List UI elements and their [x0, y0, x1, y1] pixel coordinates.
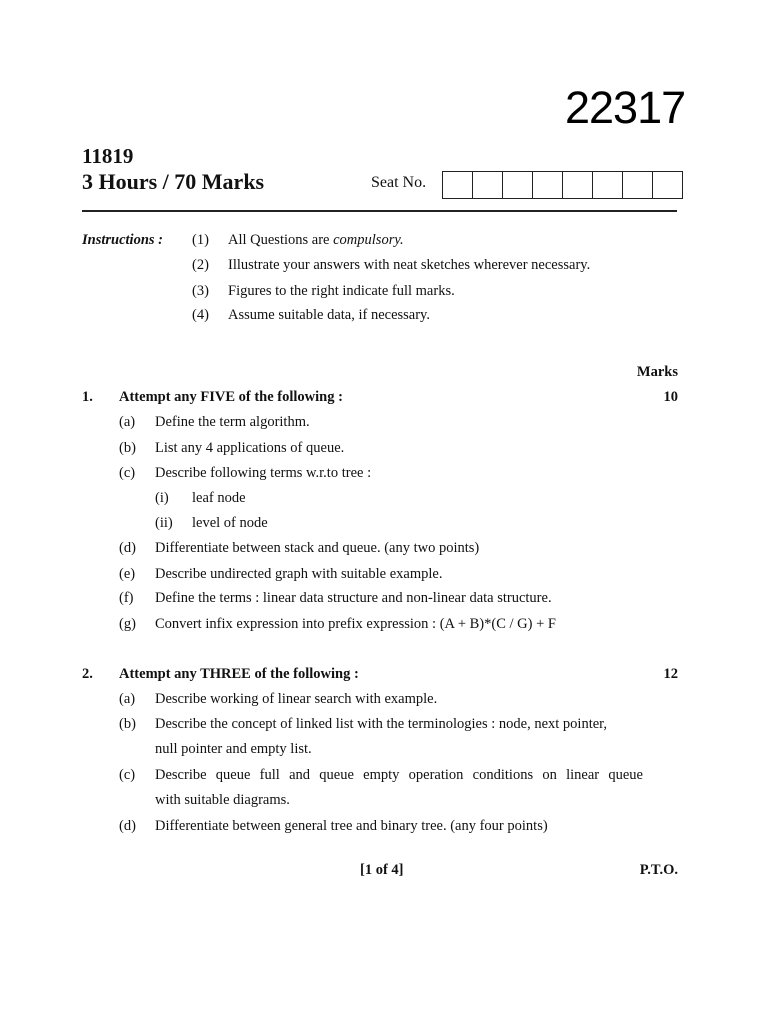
seat-box [623, 172, 653, 198]
instruction-number: (1) [192, 232, 209, 248]
question-marks: 12 [663, 666, 678, 682]
instruction-number: (4) [192, 307, 209, 323]
part-text: Differentiate between stack and queue. (any two points) [155, 540, 480, 556]
header-divider [82, 210, 677, 212]
seat-box [503, 172, 533, 198]
part-text: Describe working of linear search with example. [155, 691, 438, 707]
instruction-text: Illustrate your answers with neat sketches wherever necessary. [228, 257, 591, 273]
marks-column-header: Marks [636, 364, 678, 380]
instruction-text-main: All Questions are [228, 232, 334, 248]
part-label: (d) [119, 818, 136, 834]
part-text-line1: Describe the concept of linked list with the terminologies : node, next pointer, [155, 716, 608, 732]
question-title: Attempt any THREE of the following : [119, 666, 359, 682]
part-text-line1: Describe queue full and queue empty operation conditions on linear queue [155, 767, 643, 783]
part-text-line2: null pointer and empty list. [155, 741, 312, 757]
paper-code: 11819 [82, 144, 134, 168]
part-text-line2: with suitable diagrams. [155, 792, 290, 808]
part-label: (a) [119, 414, 136, 430]
subpart-text: level of node [192, 515, 268, 531]
part-text: Describe following terms w.r.to tree : [155, 465, 372, 481]
part-text: Define the term algorithm. [155, 414, 310, 430]
seat-box [593, 172, 623, 198]
subpart-label: (ii) [155, 515, 173, 531]
part-label: (e) [119, 566, 136, 582]
page-indicator: [1 of 4] [360, 862, 404, 878]
seat-box [443, 172, 473, 198]
subpart-label: (i) [155, 490, 169, 506]
seat-box [563, 172, 593, 198]
part-label: (f) [119, 590, 134, 606]
instruction-text [228, 232, 404, 249]
seat-box [533, 172, 563, 198]
part-text: Define the terms : linear data structure and non-linear data structure. [155, 590, 552, 606]
part-text: List any 4 applications of queue. [155, 440, 345, 456]
seat-number-label: Seat No. [371, 174, 427, 191]
part-text: Describe undirected graph with suitable example. [155, 566, 443, 582]
instruction-text-emphasis: compulsory. [333, 232, 404, 248]
question-marks: 10 [663, 389, 678, 405]
part-label: (a) [119, 691, 136, 707]
part-label: (b) [119, 716, 136, 732]
question-title: Attempt any FIVE of the following : [119, 389, 343, 405]
instruction-number: (3) [192, 283, 209, 299]
question-number: 1. [82, 389, 93, 405]
seat-box [653, 172, 682, 198]
instruction-text: Assume suitable data, if necessary. [228, 307, 430, 323]
part-label: (g) [119, 616, 136, 632]
instruction-number: (2) [192, 257, 209, 273]
exam-duration-marks: 3 Hours / 70 Marks [82, 169, 265, 194]
pto-label: P.T.O. [639, 862, 678, 878]
part-label: (c) [119, 465, 136, 481]
part-label: (d) [119, 540, 136, 556]
subject-code: 22317 [565, 82, 686, 133]
seat-number-boxes [442, 171, 683, 199]
subpart-text: leaf node [192, 490, 246, 506]
seat-box [473, 172, 503, 198]
part-label: (b) [119, 440, 136, 456]
instruction-text: Figures to the right indicate full marks. [228, 283, 455, 299]
part-label: (c) [119, 767, 136, 783]
part-text: Convert infix expression into prefix expression : (A + B)*(C / G) + F [155, 616, 556, 632]
question-number: 2. [82, 666, 93, 682]
instructions-label: Instructions : [82, 232, 163, 248]
part-text: Differentiate between general tree and binary tree. (any four points) [155, 818, 548, 834]
